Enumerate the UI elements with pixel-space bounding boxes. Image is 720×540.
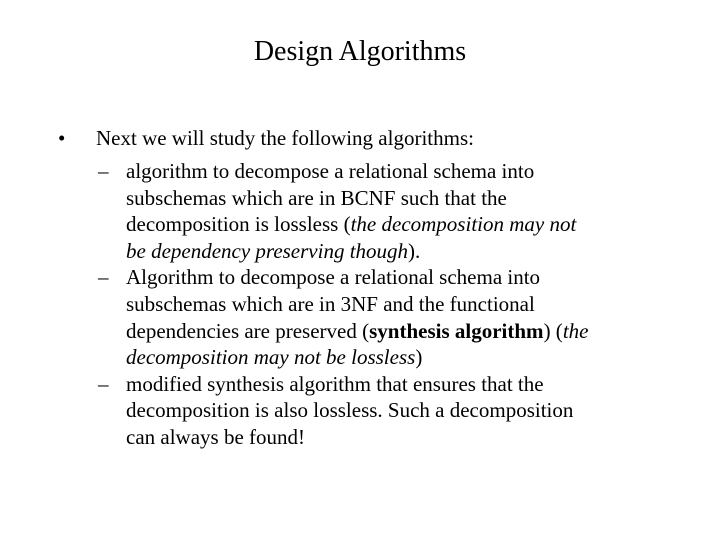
italic-run: decomposition may not be lossless (126, 345, 416, 370)
sub-item-line (126, 211, 698, 238)
sub-item-line: decomposition is also lossless. Such a decomposition (126, 398, 574, 423)
sub-item-line: algorithm to decompose a relational schema into (126, 159, 535, 183)
sub-item-3nf (98, 264, 698, 370)
sub-item-line (126, 344, 698, 371)
sub-item-line: modified synthesis algorithm that ensures that the (126, 371, 544, 396)
text-run: ). (408, 238, 421, 263)
sub-item-line: can always be found! (126, 424, 306, 449)
italic-run: the decomposition may not (350, 212, 577, 237)
dash-icon: – (98, 159, 109, 183)
slide-title: Design Algorithms (253, 36, 467, 67)
bullet-icon: • (58, 126, 66, 150)
sub-item-line: subschemas which are in BCNF such that the (126, 185, 507, 210)
sub-item-line: Algorithm to decompose a relational schema into (126, 265, 541, 290)
sub-item-line (126, 318, 698, 345)
text-run: ) ( (543, 318, 563, 343)
sub-item-line: subschemas which are in 3NF and the functional (126, 291, 535, 316)
bullet-text: Next we will study the following algorithms: (96, 126, 474, 150)
italic-run: the (562, 318, 589, 343)
sub-item-line (126, 238, 698, 265)
italic-run: be dependency preserving though (126, 238, 409, 263)
bold-run: synthesis algorithm (369, 318, 544, 343)
text-run: decomposition is lossless ( (126, 212, 351, 237)
text-run: ) (415, 345, 423, 370)
dash-icon: – (98, 265, 109, 290)
text-run: dependencies are preserved ( (126, 318, 370, 343)
sub-list (98, 158, 698, 451)
sub-item-modified-synthesis (98, 371, 698, 451)
sub-item-bcnf (98, 158, 698, 264)
dash-icon: – (98, 371, 109, 396)
